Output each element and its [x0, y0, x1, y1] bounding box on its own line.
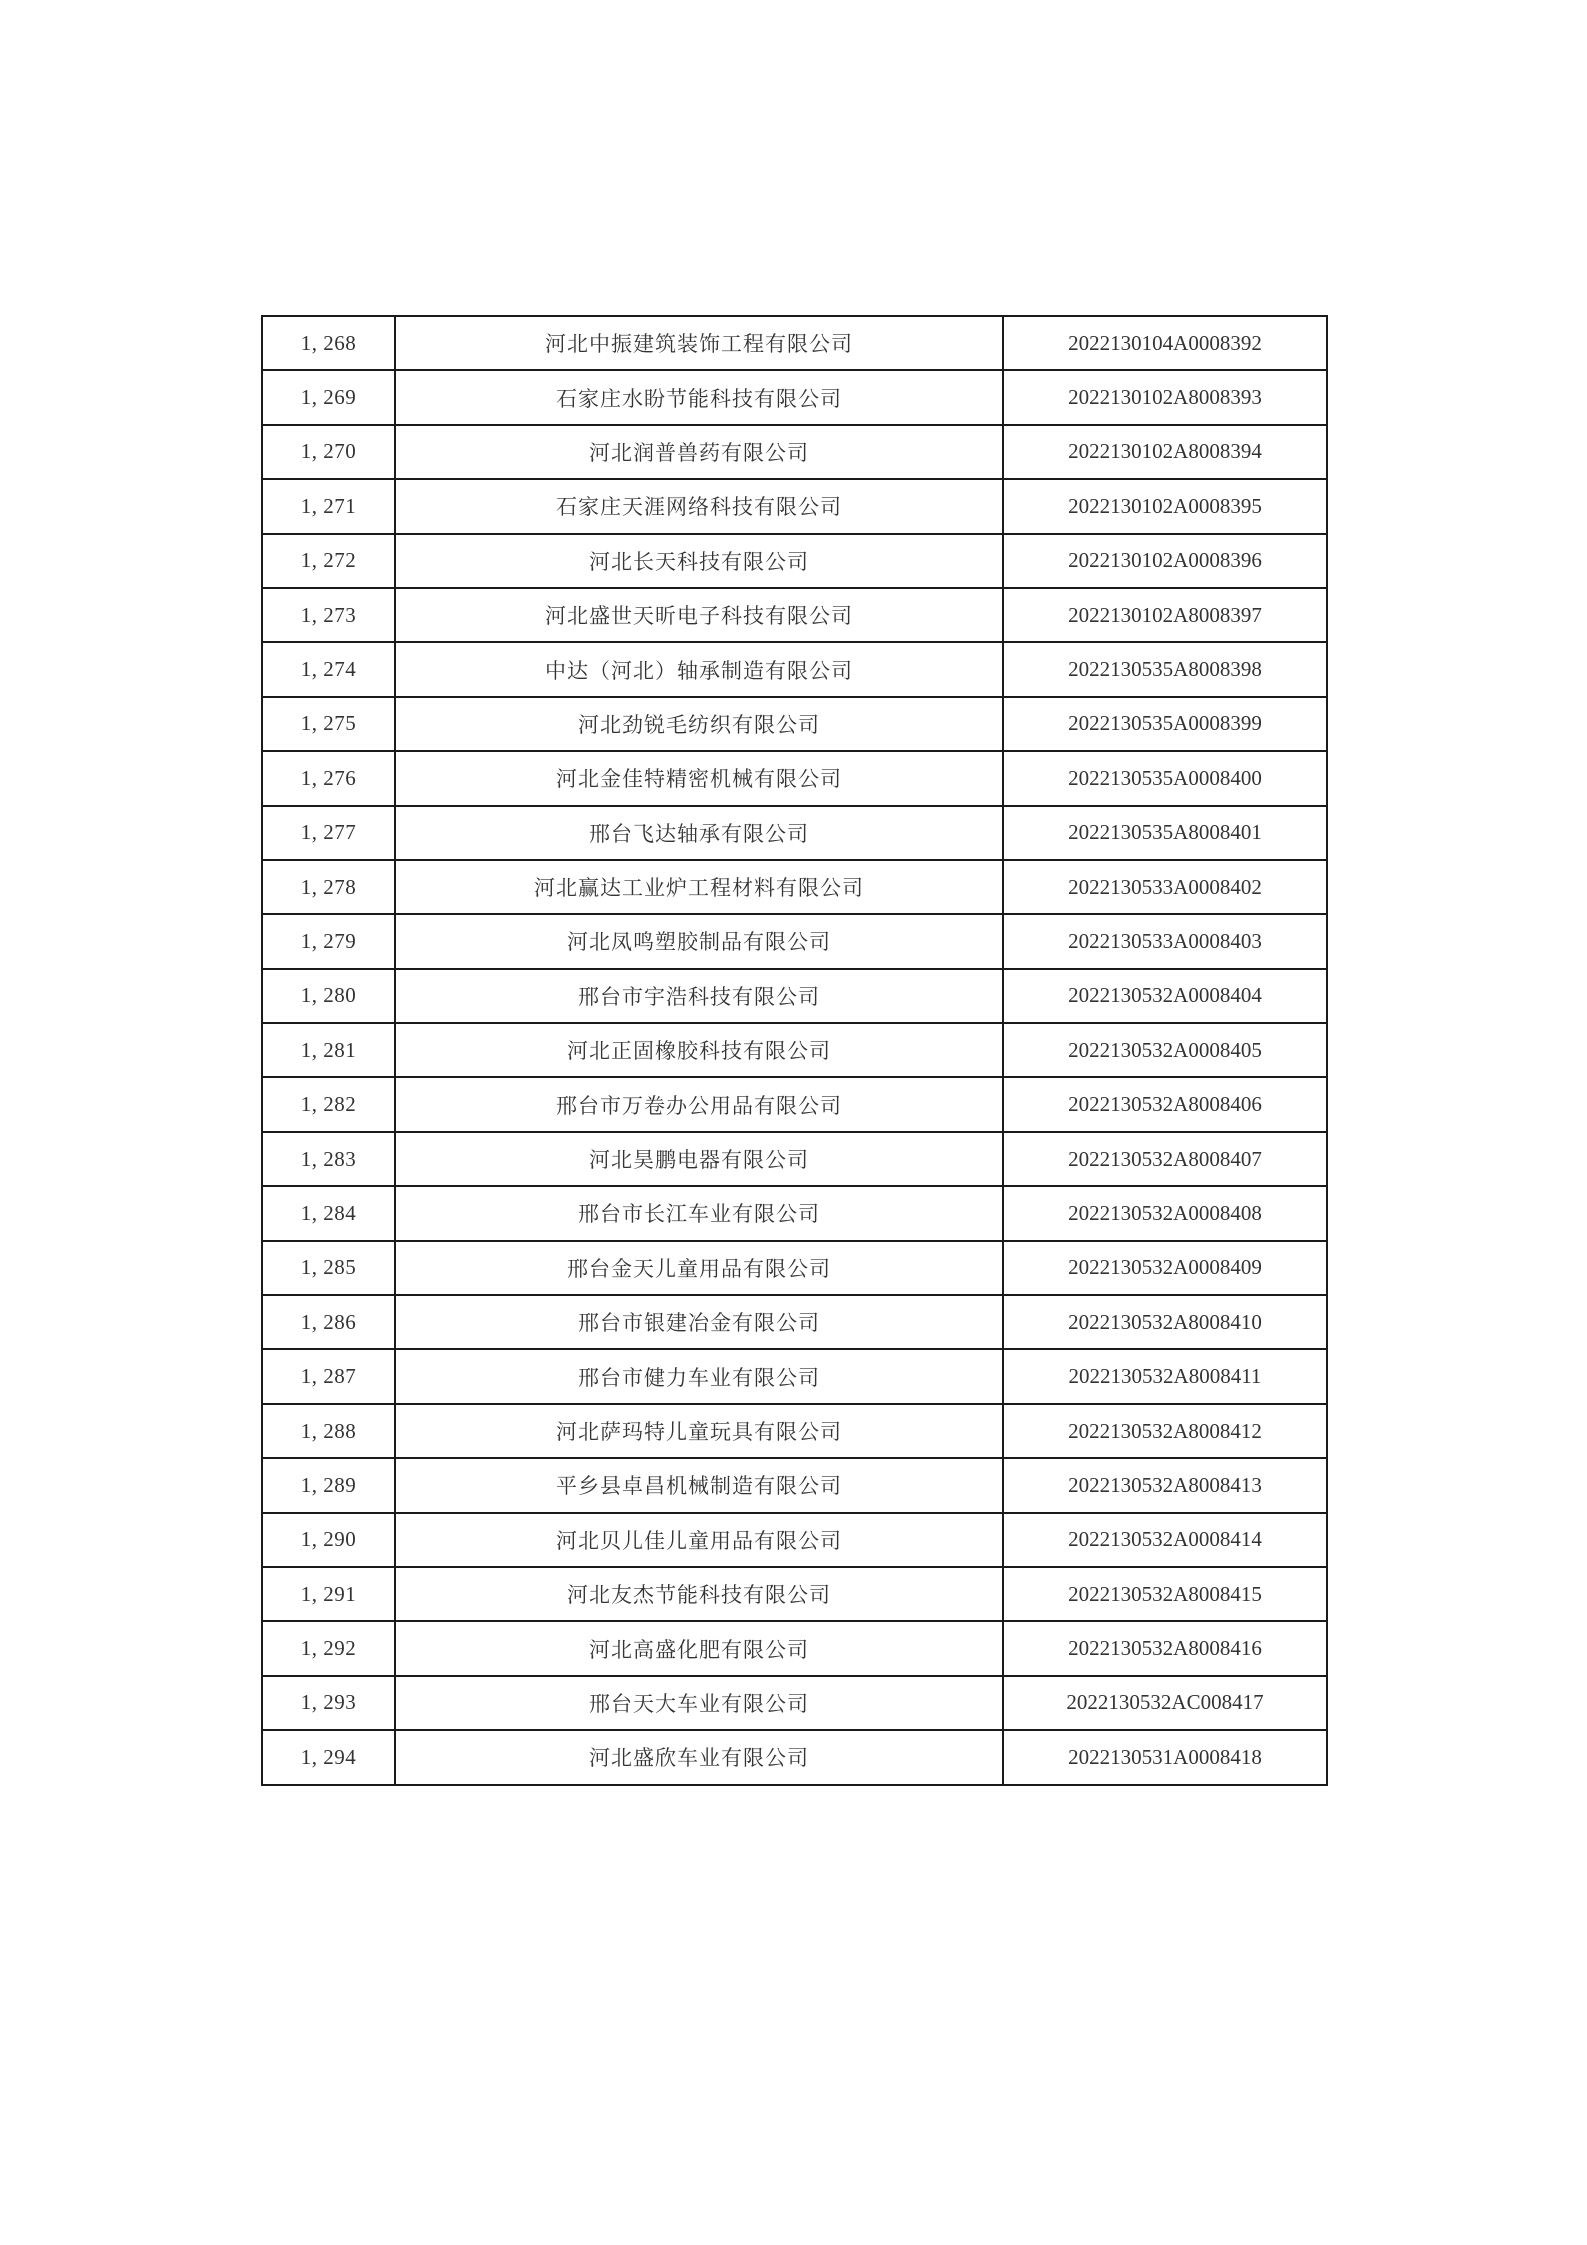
row-number: 1, 274: [262, 642, 395, 696]
registration-code: 2022130535A0008399: [1003, 697, 1327, 751]
table-row: [262, 642, 1327, 696]
table-row: [262, 1458, 1327, 1512]
company-name: 中达（河北）轴承制造有限公司: [395, 642, 1003, 696]
registration-code: 2022130532A8008412: [1003, 1404, 1327, 1458]
registration-code: 2022130532A8008407: [1003, 1132, 1327, 1186]
row-number: 1, 283: [262, 1132, 395, 1186]
table-row: [262, 1295, 1327, 1349]
company-name: 河北劲锐毛纺织有限公司: [395, 697, 1003, 751]
registration-code: 2022130102A8008397: [1003, 588, 1327, 642]
row-number: 1, 275: [262, 697, 395, 751]
row-number: 1, 269: [262, 370, 395, 424]
row-number: 1, 284: [262, 1186, 395, 1240]
registration-code: 2022130102A8008393: [1003, 370, 1327, 424]
company-name: 河北萨玛特儿童玩具有限公司: [395, 1404, 1003, 1458]
row-number: 1, 282: [262, 1077, 395, 1131]
company-name: 河北盛世天昕电子科技有限公司: [395, 588, 1003, 642]
table-row: [262, 1241, 1327, 1295]
row-number: 1, 281: [262, 1023, 395, 1077]
table-row: [262, 697, 1327, 751]
registration-code: 2022130102A8008394: [1003, 425, 1327, 479]
table-row: [262, 860, 1327, 914]
table-row: [262, 1567, 1327, 1621]
table-row: [262, 914, 1327, 968]
registration-code: 2022130532A8008410: [1003, 1295, 1327, 1349]
table-row: [262, 479, 1327, 533]
row-number: 1, 286: [262, 1295, 395, 1349]
row-number: 1, 276: [262, 751, 395, 805]
registration-code: 2022130102A0008395: [1003, 479, 1327, 533]
row-number: 1, 287: [262, 1349, 395, 1403]
table-row: [262, 751, 1327, 805]
company-name: 邢台市健力车业有限公司: [395, 1349, 1003, 1403]
registration-code: 2022130532A0008414: [1003, 1513, 1327, 1567]
company-name: 平乡县卓昌机械制造有限公司: [395, 1458, 1003, 1512]
company-name: 河北盛欣车业有限公司: [395, 1730, 1003, 1784]
company-name: 邢台天大车业有限公司: [395, 1676, 1003, 1730]
row-number: 1, 280: [262, 969, 395, 1023]
registration-code: 2022130533A0008403: [1003, 914, 1327, 968]
company-name: 石家庄水盼节能科技有限公司: [395, 370, 1003, 424]
company-name: 河北长天科技有限公司: [395, 534, 1003, 588]
row-number: 1, 273: [262, 588, 395, 642]
registration-code: 2022130535A8008401: [1003, 806, 1327, 860]
registration-code: 2022130532A8008411: [1003, 1349, 1327, 1403]
company-name: 河北赢达工业炉工程材料有限公司: [395, 860, 1003, 914]
company-name: 邢台金天儿童用品有限公司: [395, 1241, 1003, 1295]
row-number: 1, 272: [262, 534, 395, 588]
table-row: [262, 1077, 1327, 1131]
row-number: 1, 271: [262, 479, 395, 533]
table-row: [262, 534, 1327, 588]
table-row: [262, 588, 1327, 642]
registration-code: 2022130535A0008400: [1003, 751, 1327, 805]
row-number: 1, 279: [262, 914, 395, 968]
company-name: 河北中振建筑装饰工程有限公司: [395, 316, 1003, 370]
company-name: 石家庄天涯网络科技有限公司: [395, 479, 1003, 533]
table-row: [262, 1132, 1327, 1186]
registration-code: 2022130532A8008415: [1003, 1567, 1327, 1621]
company-name: 河北友杰节能科技有限公司: [395, 1567, 1003, 1621]
company-name: 河北金佳特精密机械有限公司: [395, 751, 1003, 805]
company-name: 河北贝儿佳儿童用品有限公司: [395, 1513, 1003, 1567]
table-body: [262, 316, 1327, 1785]
company-name: 河北高盛化肥有限公司: [395, 1621, 1003, 1675]
registration-code: 2022130532A8008416: [1003, 1621, 1327, 1675]
row-number: 1, 285: [262, 1241, 395, 1295]
table-row: [262, 1186, 1327, 1240]
company-name: 邢台市万卷办公用品有限公司: [395, 1077, 1003, 1131]
registration-code: 2022130532A0008404: [1003, 969, 1327, 1023]
registration-code: 2022130532A0008409: [1003, 1241, 1327, 1295]
row-number: 1, 291: [262, 1567, 395, 1621]
table-row: [262, 1513, 1327, 1567]
table-row: [262, 425, 1327, 479]
registration-code: 2022130102A0008396: [1003, 534, 1327, 588]
company-name: 邢台市长江车业有限公司: [395, 1186, 1003, 1240]
company-name: 邢台飞达轴承有限公司: [395, 806, 1003, 860]
table-row: [262, 1349, 1327, 1403]
company-name: 河北润普兽药有限公司: [395, 425, 1003, 479]
table-row: [262, 370, 1327, 424]
row-number: 1, 268: [262, 316, 395, 370]
company-name: 河北昊鹏电器有限公司: [395, 1132, 1003, 1186]
row-number: 1, 288: [262, 1404, 395, 1458]
table-row: [262, 1676, 1327, 1730]
registration-code: 2022130531A0008418: [1003, 1730, 1327, 1784]
registration-code: 2022130533A0008402: [1003, 860, 1327, 914]
registration-code: 2022130532A0008405: [1003, 1023, 1327, 1077]
registration-code: 2022130532A8008406: [1003, 1077, 1327, 1131]
row-number: 1, 277: [262, 806, 395, 860]
row-number: 1, 289: [262, 1458, 395, 1512]
company-name: 邢台市银建冶金有限公司: [395, 1295, 1003, 1349]
company-name: 河北凤鸣塑胶制品有限公司: [395, 914, 1003, 968]
row-number: 1, 294: [262, 1730, 395, 1784]
table-row: [262, 316, 1327, 370]
row-number: 1, 270: [262, 425, 395, 479]
row-number: 1, 292: [262, 1621, 395, 1675]
row-number: 1, 278: [262, 860, 395, 914]
table-row: [262, 969, 1327, 1023]
table-row: [262, 1023, 1327, 1077]
registration-code: 2022130535A8008398: [1003, 642, 1327, 696]
registration-code: 2022130532AC008417: [1003, 1676, 1327, 1730]
company-name: 河北正固橡胶科技有限公司: [395, 1023, 1003, 1077]
registration-code: 2022130532A8008413: [1003, 1458, 1327, 1512]
registration-code: 2022130532A0008408: [1003, 1186, 1327, 1240]
company-list-table: [261, 315, 1328, 1786]
registration-code: 2022130104A0008392: [1003, 316, 1327, 370]
table-row: [262, 1730, 1327, 1784]
table-row: [262, 1404, 1327, 1458]
company-name: 邢台市宇浩科技有限公司: [395, 969, 1003, 1023]
row-number: 1, 293: [262, 1676, 395, 1730]
table-row: [262, 1621, 1327, 1675]
row-number: 1, 290: [262, 1513, 395, 1567]
table-row: [262, 806, 1327, 860]
